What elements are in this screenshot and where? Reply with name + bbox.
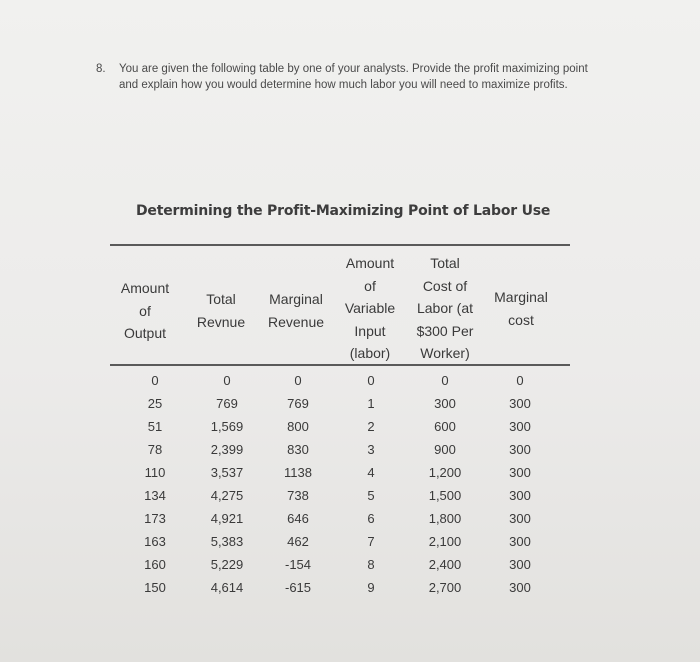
cell-output: 110 [144,465,166,480]
cell-total-cost: 1,800 [428,511,462,526]
question-text: You are given the following table by one of your analysts. Provide the profit maximizing point and explain how you would determine how much labor you will need to maximize profits. [119,63,588,91]
header-variable-input: Amount of Variable Input (labor) [344,255,396,361]
cell-output: 150 [144,580,166,595]
cell-total-revenue: 769 [216,396,238,411]
cell-total-cost: 0 [441,373,449,388]
header-amount-of-output: Amount of Output [120,280,170,341]
cell-total-revenue: 4,614 [210,580,244,595]
cell-marginal-revenue: -615 [284,580,312,595]
cell-output: 78 [147,442,163,457]
table-top-rule [110,244,570,246]
header-total-revenue: Total Revnue [196,291,246,330]
cell-total-cost: 600 [434,419,456,434]
cell-total-revenue: 3,537 [210,465,244,480]
cell-output: 160 [144,557,166,572]
cell-marginal-revenue: 830 [287,442,309,457]
cell-total-revenue: 5,229 [210,557,244,572]
cell-marginal-cost: 300 [509,557,531,572]
cell-total-revenue: 4,275 [210,488,244,503]
cell-marginal-revenue: 0 [294,373,302,388]
cell-total-revenue: 1,569 [210,419,244,434]
cell-marginal-revenue: 769 [287,396,309,411]
cell-marginal-cost: 300 [509,511,531,526]
cell-output: 163 [144,534,166,549]
cell-labor: 5 [367,488,375,503]
cell-marginal-cost: 300 [509,465,531,480]
cell-total-revenue: 5,383 [210,534,244,549]
cell-marginal-cost: 300 [509,488,531,503]
question-block [96,62,593,93]
cell-labor: 9 [367,580,375,595]
header-marginal-revenue: Marginal Revenue [267,291,325,330]
cell-total-cost: 2,400 [428,557,462,572]
cell-labor: 2 [367,419,375,434]
header-marginal-cost: Marginal cost [494,289,548,328]
cell-marginal-revenue: 462 [287,534,309,549]
cell-marginal-cost: 300 [509,534,531,549]
cell-labor: 8 [367,557,375,572]
cell-total-cost: 1,200 [428,465,462,480]
header-total-cost: Total Cost of Labor (at $300 Per Worker) [416,255,474,361]
cell-marginal-cost: 300 [509,419,531,434]
table-title: Determining the Profit-Maximizing Point of Labor Use [136,203,551,219]
cell-labor: 4 [367,465,375,480]
cell-total-cost: 2,100 [428,534,462,549]
cell-total-cost: 2,700 [428,580,462,595]
cell-total-revenue: 4,921 [210,511,244,526]
cell-marginal-revenue: 646 [287,511,309,526]
cell-output: 51 [147,419,163,434]
cell-total-revenue: 2,399 [210,442,244,457]
cell-marginal-revenue: -154 [284,557,312,572]
cell-marginal-cost: 300 [509,396,531,411]
cell-output: 0 [151,373,159,388]
cell-marginal-cost: 300 [509,442,531,457]
cell-marginal-cost: 0 [516,373,524,388]
cell-labor: 7 [367,534,375,549]
cell-marginal-revenue: 738 [287,488,309,503]
cell-labor: 0 [367,373,375,388]
cell-labor: 6 [367,511,375,526]
cell-marginal-revenue: 1138 [284,465,312,480]
header-divider-rule [110,364,570,366]
cell-output: 173 [144,511,166,526]
question-number: 8. [96,63,106,75]
cell-marginal-revenue: 800 [287,419,309,434]
cell-marginal-cost: 300 [509,580,531,595]
cell-total-cost: 900 [434,442,456,457]
cell-output: 134 [144,488,166,503]
cell-output: 25 [147,396,163,411]
cell-labor: 1 [367,396,375,411]
cell-total-revenue: 0 [223,373,231,388]
cell-total-cost: 300 [434,396,456,411]
cell-labor: 3 [367,442,375,457]
cell-total-cost: 1,500 [428,488,462,503]
